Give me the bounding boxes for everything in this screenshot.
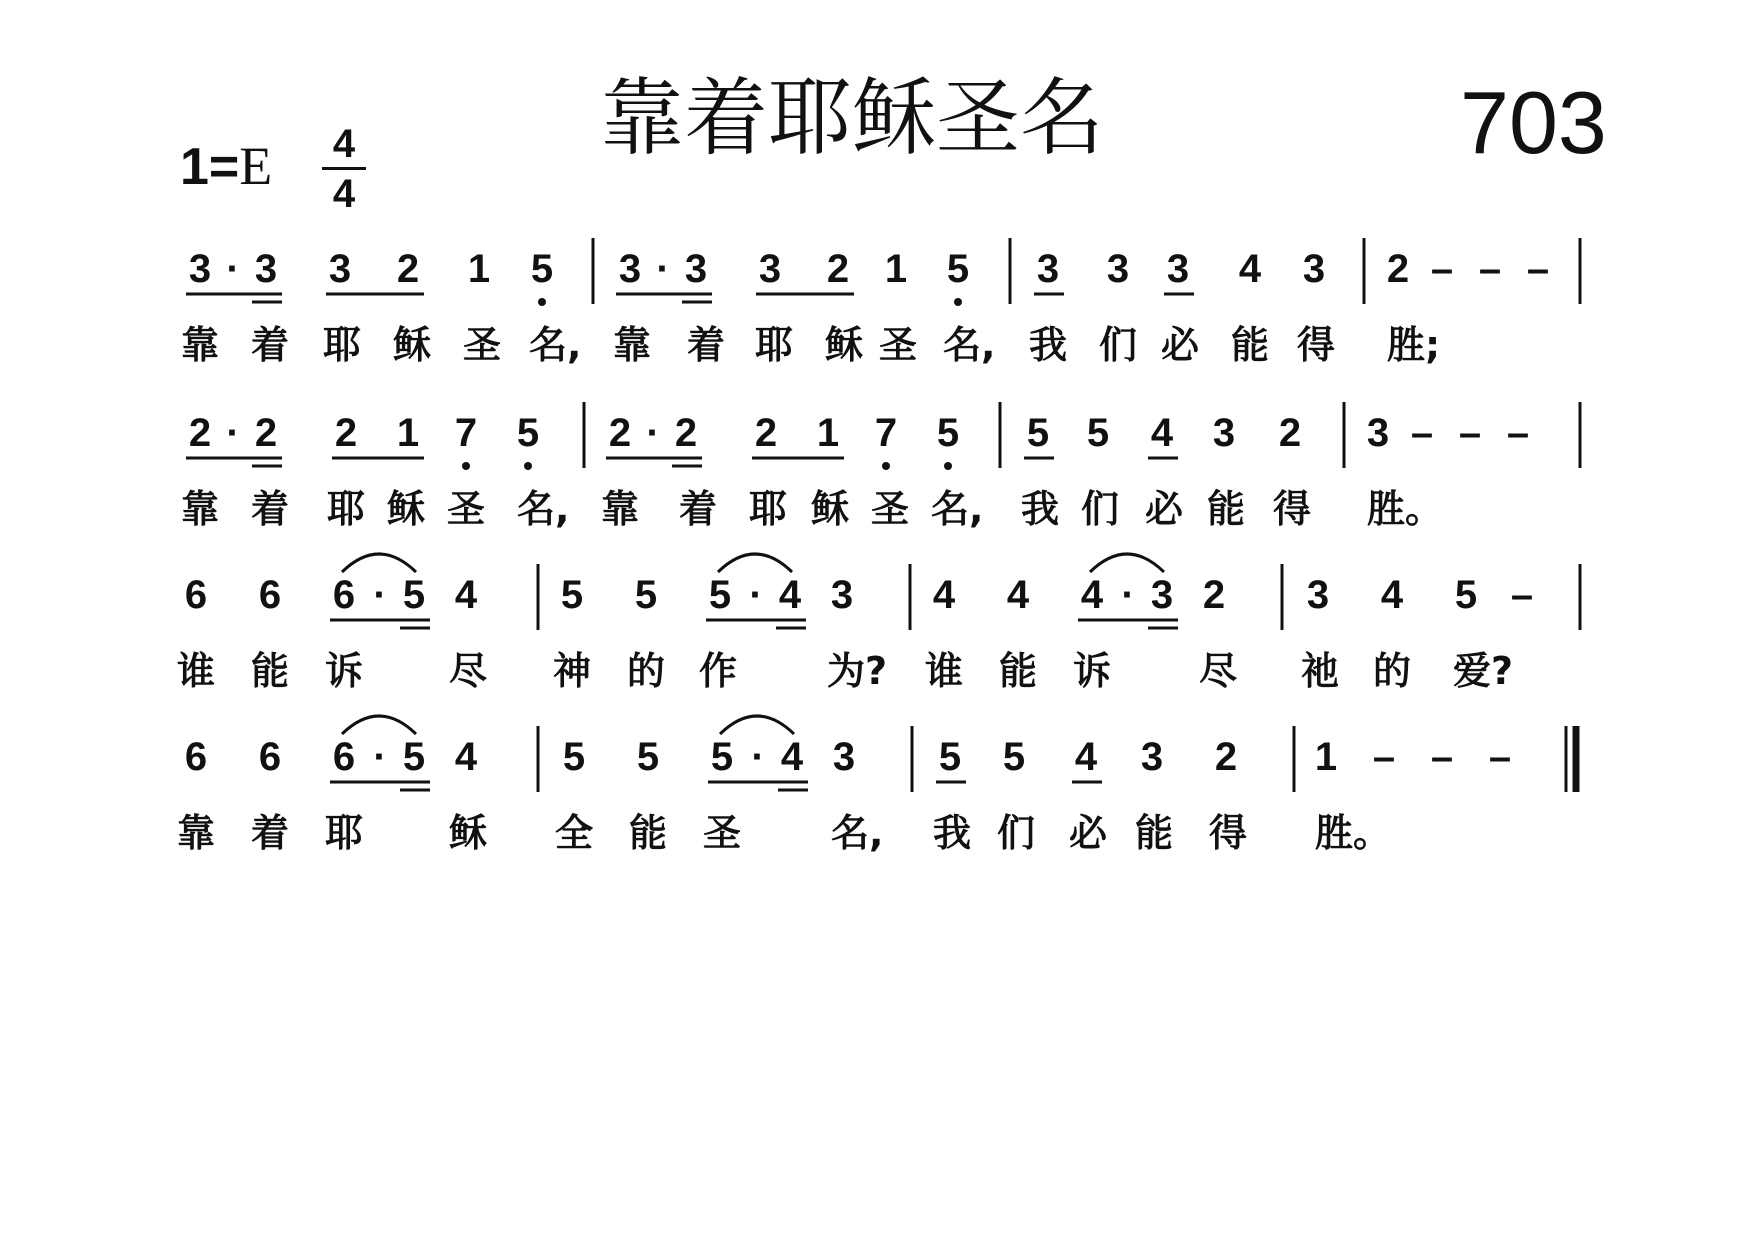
lyric: 祂 (1301, 649, 1340, 693)
dash-sustain: – (1430, 735, 1454, 779)
note: 3 (1302, 247, 1326, 291)
dash-sustain: – (1430, 247, 1454, 291)
dash-sustain: – (1458, 411, 1482, 455)
lyric: 得 (1273, 487, 1312, 531)
dot-rhythm: · (656, 247, 670, 291)
note: 5 (636, 735, 660, 779)
slur (718, 554, 792, 572)
octave-dot-below (954, 298, 962, 306)
note: 6 (258, 573, 282, 617)
lyric: 耶 (323, 323, 362, 367)
note: 6 (332, 573, 356, 617)
lyric: 为? (827, 649, 888, 693)
note: 2 (1202, 573, 1226, 617)
note: 5 (708, 573, 732, 617)
note: 5 (402, 573, 426, 617)
lyric: 尽 (1199, 649, 1238, 693)
note: 5 (562, 735, 586, 779)
lyric: 胜。 (1367, 487, 1444, 531)
lyric: 能 (1207, 487, 1246, 531)
note: 5 (560, 573, 584, 617)
lyric: 耶 (749, 487, 788, 531)
lyric: 稣 (449, 811, 488, 855)
note: 5 (402, 735, 426, 779)
lyric: 着 (687, 323, 726, 367)
lyric: 圣 (879, 323, 918, 367)
key-note: E (239, 136, 273, 196)
note: 4 (454, 735, 478, 779)
lyric: 靠 (601, 487, 640, 531)
note: 2 (608, 411, 632, 455)
note: 4 (1074, 735, 1098, 779)
lyric: 谁 (177, 649, 216, 693)
dash-sustain: – (1410, 411, 1434, 455)
lyric: 耶 (327, 487, 366, 531)
lyric: 稣 (825, 323, 864, 367)
hymn-title: 靠着耶稣圣名 (600, 69, 1105, 167)
note: 5 (1026, 411, 1050, 455)
dash-sustain: – (1506, 411, 1530, 455)
octave-dot-below (462, 462, 470, 470)
lyric: 能 (1135, 811, 1174, 855)
note: 4 (932, 573, 956, 617)
lyric: 全 (555, 811, 594, 855)
lyric: 着 (251, 323, 290, 367)
note: 2 (674, 411, 698, 455)
lyric: 得 (1297, 323, 1336, 367)
note: 3 (1106, 247, 1130, 291)
note: 3 (758, 247, 782, 291)
note: 5 (936, 411, 960, 455)
lyric: 着 (251, 487, 290, 531)
lyric: 作 (699, 649, 738, 693)
lyric: 们 (997, 811, 1036, 855)
lyric: 得 (1209, 811, 1248, 855)
note: 3 (830, 573, 854, 617)
note: 1 (467, 247, 491, 291)
dash-sustain: – (1510, 573, 1534, 617)
time-signature-bottom: 4 (332, 172, 356, 216)
note: 6 (184, 573, 208, 617)
note: 3 (1212, 411, 1236, 455)
dot-rhythm: · (646, 411, 660, 455)
lyric: 神 (553, 649, 592, 693)
note: 5 (530, 247, 554, 291)
lyric: 我 (1021, 487, 1060, 531)
note: 3 (254, 247, 278, 291)
note: 2 (396, 247, 420, 291)
hymn-number: 703 (1460, 73, 1607, 172)
lyric: 名, (931, 487, 984, 531)
note: 3 (1366, 411, 1390, 455)
slur (1090, 554, 1164, 572)
note: 5 (710, 735, 734, 779)
note: 5 (634, 573, 658, 617)
note: 3 (684, 247, 708, 291)
note: 3 (1150, 573, 1174, 617)
note: 4 (454, 573, 478, 617)
lyric: 能 (1231, 323, 1270, 367)
note: 3 (1306, 573, 1330, 617)
lyric: 稣 (387, 487, 426, 531)
dot-rhythm: · (751, 735, 765, 779)
lyric: 耶 (325, 811, 364, 855)
note: 6 (258, 735, 282, 779)
octave-dot-below (944, 462, 952, 470)
dash-sustain: – (1478, 247, 1502, 291)
lyric: 我 (933, 811, 972, 855)
note: 5 (938, 735, 962, 779)
lyric: 我 (1029, 323, 1068, 367)
lyric: 胜; (1387, 323, 1441, 367)
slur (342, 554, 416, 572)
key-prefix: 1= (180, 138, 240, 196)
lyric: 耶 (755, 323, 794, 367)
dash-sustain: – (1372, 735, 1396, 779)
lyric: 靠 (181, 323, 220, 367)
dot-rhythm: · (373, 735, 387, 779)
dot-rhythm: · (1121, 573, 1135, 617)
note: 4 (780, 735, 804, 779)
note: 2 (826, 247, 850, 291)
lyric: 圣 (703, 811, 742, 855)
lyric: 名, (943, 323, 996, 367)
lyric: 尽 (449, 649, 488, 693)
note: 1 (816, 411, 840, 455)
note: 4 (778, 573, 802, 617)
note: 2 (334, 411, 358, 455)
note: 7 (454, 411, 478, 455)
note: 5 (516, 411, 540, 455)
lyric: 稣 (811, 487, 850, 531)
lyric: 稣 (393, 323, 432, 367)
lyric: 谁 (925, 649, 964, 693)
dash-sustain: – (1526, 247, 1550, 291)
note: 4 (1150, 411, 1174, 455)
octave-dot-below (538, 298, 546, 306)
lyric: 必 (1145, 487, 1184, 531)
note: 3 (1140, 735, 1164, 779)
lyric: 圣 (463, 323, 502, 367)
note: 2 (254, 411, 278, 455)
note: 1 (396, 411, 420, 455)
note: 5 (946, 247, 970, 291)
note: 5 (1086, 411, 1110, 455)
dash-sustain: – (1488, 735, 1512, 779)
slur (720, 716, 794, 734)
lyric: 胜。 (1315, 811, 1392, 855)
lyric: 靠 (177, 811, 216, 855)
time-signature-top: 4 (332, 122, 356, 166)
lyric: 名, (517, 487, 570, 531)
note: 2 (1278, 411, 1302, 455)
dot-rhythm: · (749, 573, 763, 617)
note: 1 (1314, 735, 1338, 779)
lyric: 诉 (325, 649, 364, 693)
note: 4 (1006, 573, 1030, 617)
note: 3 (1166, 247, 1190, 291)
note: 7 (874, 411, 898, 455)
lyric: 们 (1081, 487, 1120, 531)
lyric: 圣 (447, 487, 486, 531)
lyric: 必 (1069, 811, 1108, 855)
note: 4 (1080, 573, 1104, 617)
lyric: 着 (251, 811, 290, 855)
octave-dot-below (882, 462, 890, 470)
lyric: 靠 (613, 323, 652, 367)
lyric: 爱? (1453, 649, 1514, 693)
note: 2 (1214, 735, 1238, 779)
note: 2 (1386, 247, 1410, 291)
note: 5 (1454, 573, 1478, 617)
lyric: 圣 (871, 487, 910, 531)
note: 6 (332, 735, 356, 779)
note: 2 (754, 411, 778, 455)
lyric: 名, (831, 811, 884, 855)
dot-rhythm: · (226, 411, 240, 455)
note: 3 (832, 735, 856, 779)
lyric: 能 (251, 649, 290, 693)
dot-rhythm: · (226, 247, 240, 291)
lyric: 名, (529, 323, 582, 367)
note: 3 (618, 247, 642, 291)
note: 2 (188, 411, 212, 455)
note: 4 (1380, 573, 1404, 617)
note: 1 (884, 247, 908, 291)
note: 3 (328, 247, 352, 291)
lyric: 能 (999, 649, 1038, 693)
note: 3 (188, 247, 212, 291)
lyric: 们 (1099, 323, 1138, 367)
note: 3 (1036, 247, 1060, 291)
lyric: 诉 (1073, 649, 1112, 693)
octave-dot-below (524, 462, 532, 470)
lyric: 着 (679, 487, 718, 531)
note: 6 (184, 735, 208, 779)
dot-rhythm: · (373, 573, 387, 617)
lyric: 靠 (181, 487, 220, 531)
note: 4 (1238, 247, 1262, 291)
lyric: 必 (1161, 323, 1200, 367)
slur (342, 716, 416, 734)
lyric: 能 (629, 811, 668, 855)
lyric: 的 (627, 649, 666, 693)
lyric: 的 (1373, 649, 1412, 693)
note: 5 (1002, 735, 1026, 779)
